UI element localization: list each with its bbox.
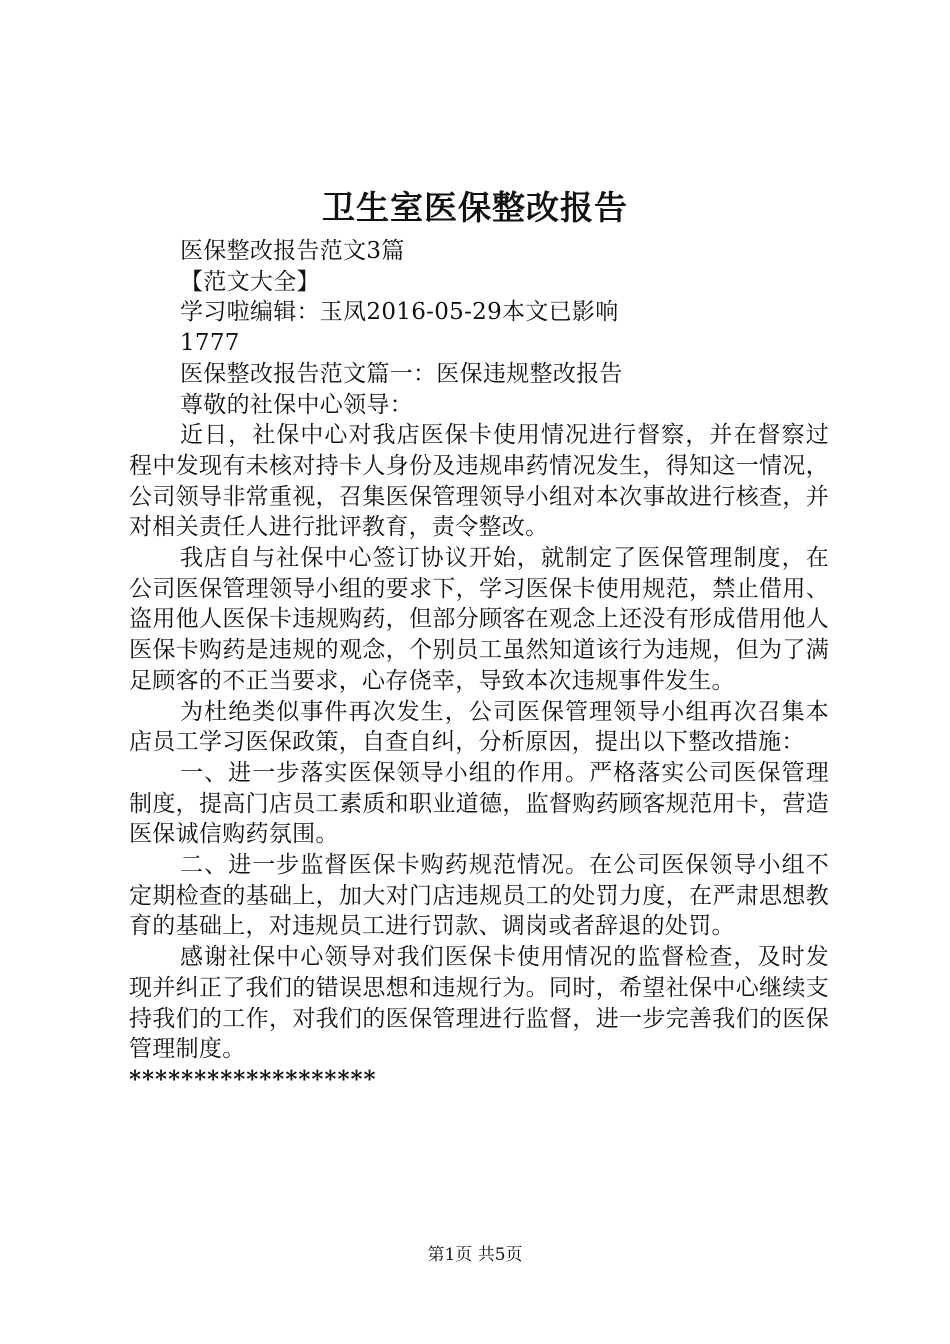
meta-line: 学习啦编辑：玉凤2016-05-29本文已影响 (180, 299, 619, 326)
paragraph: 二、进一步监督医保卡购药规范情况。在公司医保领导小组不定期检查的基础上，加大对门店违规员工的处罚力度，在严肃思想教育的基础上，对违规员工进行罚款、调岗或者辞退的处罚。 (129, 852, 829, 940)
paragraph: 近日，社保中心对我店医保卡使用情况进行督察，并在督察过程中发现有未核对持卡人身份及违规串药情况发生，得知这一情况，公司领导非常重视，召集医保管理领导小组对本次事故进行核查，并对相关责任人进行批评教育，责令整改。 (129, 422, 829, 541)
paragraph: 我店自与社保中心签订协议开始，就制定了医保管理制度，在公司医保管理领导小组的要求下，学习医保卡使用规范，禁止借用、盗用他人医保卡违规购药，但部分顾客在观念上还没有形成借用他人医保卡购药是违规的观念，个别员工虽然知道该行为违规，但为了满足顾客的不正当要求，心存侥幸，导致本次违规事件发生。 (129, 545, 829, 694)
subtitle-line: 医保整改报告范文3篇 (180, 238, 405, 264)
paragraph: 一、进一步落实医保领导小组的作用。严格落实公司医保管理制度，提高门店员工素质和职业道德，监督购药顾客规范用卡，营造医保诚信购药氛围。 (129, 759, 829, 848)
category-line: 【范文大全】 (180, 268, 320, 295)
views-count: 1777 (180, 330, 240, 357)
document-title: 卫生室医保整改报告 (322, 188, 628, 227)
document-body (129, 236, 829, 1096)
page-footer: 第1页 共5页 (427, 1245, 523, 1265)
section-heading: 医保整改报告范文篇一：医保违规整改报告 (180, 360, 623, 387)
paragraph: 为杜绝类似事件再次发生，公司医保管理领导小组再次召集本店员工学习医保政策，自查自纠，分析原因，提出以下整改措施： (129, 698, 829, 756)
salutation: 尊敬的社保中心领导： (180, 391, 413, 418)
separator-stars: ******************* (129, 1065, 377, 1093)
paragraph: 感谢社保中心领导对我们医保卡使用情况的监督检查，及时发现并纠正了我们的错误思想和违规行为。同时，希望社保中心继续支持我们的工作，对我们的医保管理进行监督，进一步完善我们的医保管理制度。 (129, 944, 829, 1063)
